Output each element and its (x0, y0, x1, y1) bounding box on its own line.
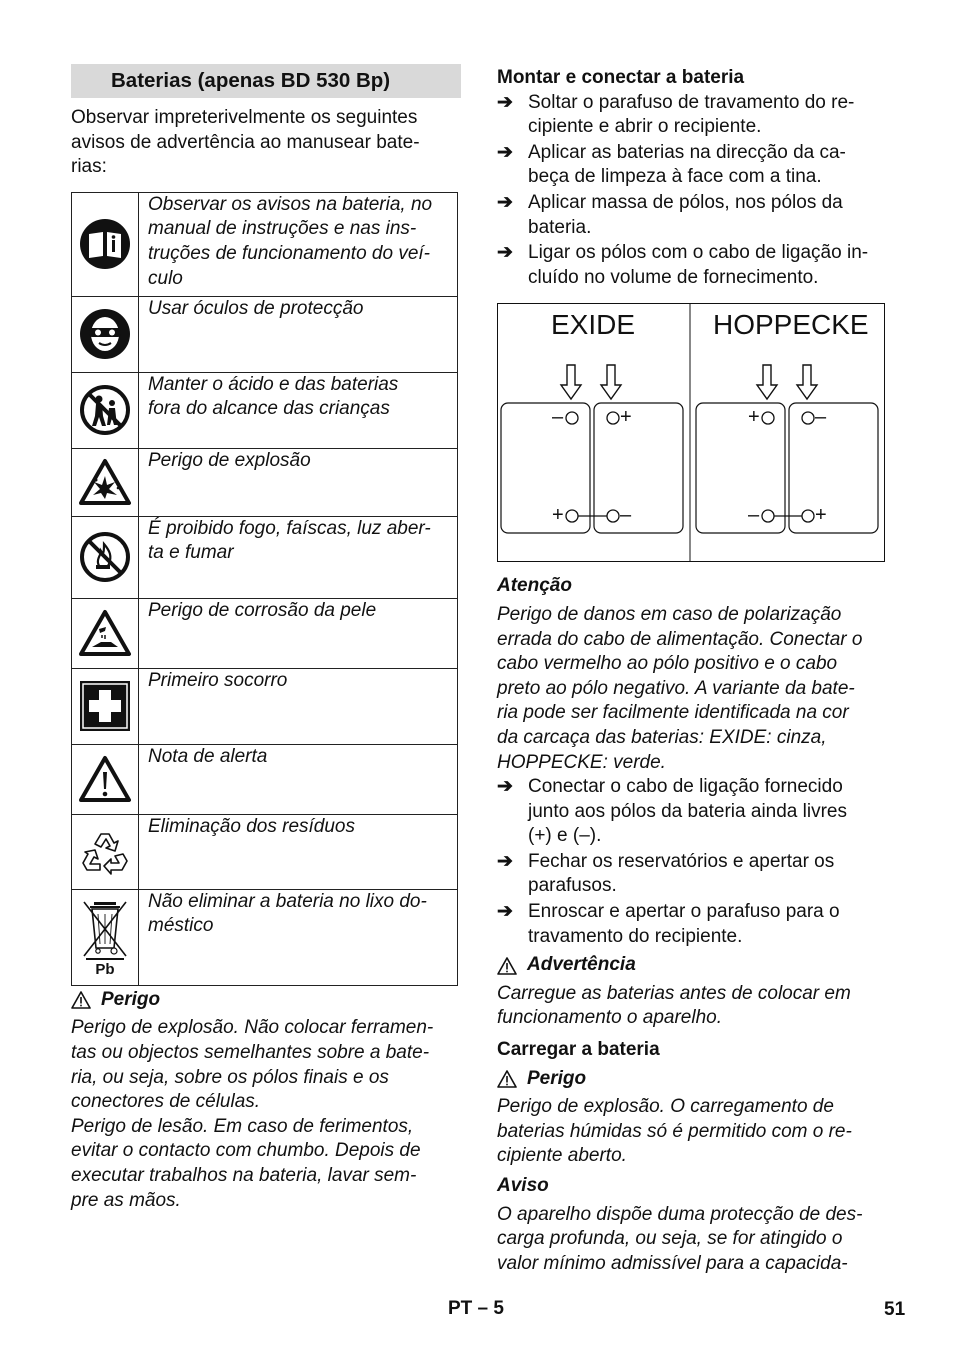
goggles-icon (72, 296, 139, 372)
list-item (497, 241, 889, 290)
text-line: cabo vermelho ao pólo positivo e o cabo (497, 653, 838, 675)
table-row (72, 296, 458, 372)
text-line: Conectar o cabo de ligação fornecido (528, 776, 843, 798)
cell-line: truções de funcionamento do veí- (148, 242, 431, 264)
polarity-sign: + (620, 406, 632, 429)
hoppecke-label: HOPPECKE (713, 309, 869, 341)
polarity-sign: + (552, 504, 564, 527)
cell-line: Eliminação dos resíduos (148, 815, 355, 837)
text-line: Perigo de explosão. Não colocar ferramen- (71, 1017, 434, 1039)
text-line: baterias húmidas só é permitido com o re- (497, 1120, 852, 1142)
text-line: Carregue as baterias antes de colocar em (497, 982, 851, 1004)
cell-line: ta e fumar (148, 542, 234, 564)
polarity-sign: – (748, 504, 760, 527)
arrow-right-icon: ➔ (497, 191, 513, 213)
table-row (72, 448, 458, 516)
charge-danger-heading (497, 1067, 889, 1092)
table-cell-text (139, 296, 458, 372)
warning-symbols-table (71, 192, 458, 986)
keep-away-children-icon (72, 372, 139, 448)
text-line: funcionamento o aparelho. (497, 1007, 722, 1029)
crossed-bin-icon (72, 889, 139, 985)
warning-paragraph (497, 982, 889, 1031)
table-row (72, 192, 458, 296)
warning-triangle-icon (497, 957, 517, 975)
cell-line: Perigo de explosão (148, 449, 311, 471)
table-cell-text (139, 814, 458, 889)
text-line: travamento do recipiente. (528, 925, 743, 947)
text-line: da carcaça das baterias: EXIDE: cinza, (497, 726, 827, 748)
text-line: evitar o contacto com chumbo. Depois de (71, 1140, 421, 1162)
text-line: conectores de células. (71, 1091, 261, 1113)
cell-line: fora do alcance das crianças (148, 398, 390, 420)
table-cell-text (139, 192, 458, 296)
cell-line: manual de instruções e nas ins- (148, 218, 417, 240)
explosion-icon (72, 448, 139, 516)
polarity-sign: – (552, 406, 564, 429)
text-line: O aparelho dispõe duma protecção de des- (497, 1203, 863, 1225)
arrow-right-icon: ➔ (497, 91, 513, 113)
intro-line: rias: (71, 156, 107, 178)
exide-label: EXIDE (551, 309, 636, 341)
text-line: junto aos pólos da bateria ainda livres (528, 800, 847, 822)
text-line: Aplicar massa de pólos, nos pólos da (528, 191, 843, 213)
mount-title: Montar e conectar a bateria (497, 67, 745, 88)
text-line: carga profunda, ou seja, se for atingido o (497, 1228, 843, 1250)
charge-danger-title: Perigo (527, 1067, 587, 1089)
list-item (497, 191, 889, 240)
text-line: Soltar o parafuso de travamento do re- (528, 91, 855, 113)
cell-line: méstico (148, 915, 214, 937)
intro-paragraph (71, 106, 461, 180)
text-line: cipiente e abrir o recipiente. (528, 116, 762, 138)
arrow-right-icon: ➔ (497, 901, 513, 923)
text-line: Perigo de lesão. Em caso de ferimentos, (71, 1115, 414, 1137)
warning-triangle-icon (71, 991, 91, 1009)
left-column (71, 64, 461, 1213)
text-line: Perigo de explosão. O carregamento de (497, 1096, 834, 1118)
warning-icon (72, 744, 139, 814)
cell-line: Usar óculos de protecção (148, 297, 364, 319)
cell-line: Nota de alerta (148, 745, 268, 767)
polarity-sign: – (620, 504, 632, 527)
first-aid-icon (72, 668, 139, 744)
arrow-right-icon: ➔ (497, 850, 513, 872)
section-title: Baterias (apenas BD 530 Bp) (71, 64, 461, 98)
pb-label: Pb (95, 961, 115, 979)
table-cell-text (139, 598, 458, 668)
danger-heading (71, 988, 461, 1013)
danger-title: Perigo (101, 988, 161, 1010)
list-item (497, 900, 889, 949)
table-row (72, 372, 458, 448)
polarity-sign: – (815, 406, 827, 429)
text-line: cluído no volume de fornecimento. (528, 266, 819, 288)
warning-heading (497, 953, 889, 978)
text-line: valor mínimo admissível para a capacida- (497, 1252, 848, 1274)
table-row (72, 744, 458, 814)
cell-line: Manter o ácido e das baterias (148, 373, 399, 395)
text-line: ria, ou seja, sobre os pólos finais e os (71, 1066, 389, 1088)
text-line: preto ao pólo negativo. A variante da bate- (497, 677, 855, 699)
cell-line: Primeiro socorro (148, 669, 288, 691)
table-cell-text (139, 668, 458, 744)
attention-title: Atenção (497, 575, 572, 597)
footer-section-label: PT – 5 (448, 1298, 504, 1319)
warning-title: Advertência (527, 954, 636, 976)
table-cell-text (139, 889, 458, 985)
polarity-sign: + (815, 504, 827, 527)
text-line: Aplicar as baterias na direcção da ca- (528, 141, 846, 163)
warning-triangle-icon (497, 1070, 517, 1088)
list-item (497, 850, 889, 899)
table-row (72, 598, 458, 668)
text-line: beça de limpeza à face com a tina. (528, 166, 822, 188)
cell-line: Observar os avisos na bateria, no (148, 193, 433, 215)
text-line: errada do cabo de alimentação. Conectar o (497, 628, 863, 650)
no-fire-icon (72, 516, 139, 598)
text-line: Perigo de danos em caso de polarização (497, 603, 842, 625)
intro-line: avisos de advertência ao manusear bate- (71, 131, 420, 153)
danger-paragraph (71, 1016, 461, 1213)
text-line: bateria. (528, 216, 592, 238)
arrow-right-icon: ➔ (497, 242, 513, 264)
notice-title: Aviso (497, 1175, 549, 1196)
battery-polarity-diagram (497, 303, 885, 562)
table-row (72, 814, 458, 889)
arrow-right-icon: ➔ (497, 776, 513, 798)
corrosion-icon (72, 598, 139, 668)
notice-paragraph (497, 1203, 889, 1277)
table-cell-text (139, 448, 458, 516)
charge-danger-paragraph (497, 1095, 889, 1169)
text-line: parafusos. (528, 875, 617, 897)
text-line: pre as mãos. (71, 1189, 181, 1211)
arrow-right-icon: ➔ (497, 141, 513, 163)
attention-paragraph (497, 603, 889, 775)
text-line: (+) e (–). (528, 825, 602, 847)
text-line: HOPPECKE: verde. (497, 751, 666, 773)
text-line: tas ou objectos semelhantes sobre a bate- (71, 1041, 430, 1063)
manual-info-icon (72, 192, 139, 296)
table-cell-text (139, 744, 458, 814)
table-row (72, 889, 458, 985)
table-cell-text (139, 372, 458, 448)
text-line: executar trabalhos na bateria, lavar sem- (71, 1164, 417, 1186)
cell-line: Perigo de corrosão da pele (148, 599, 377, 621)
cell-line: Não eliminar a bateria no lixo do- (148, 890, 427, 912)
text-line: Fechar os reservatórios e apertar os (528, 850, 835, 872)
cell-line: culo (148, 267, 183, 289)
charge-title: Carregar a bateria (497, 1039, 660, 1061)
polarity-sign: + (748, 406, 760, 429)
table-row (72, 516, 458, 598)
page-number: 51 (884, 1299, 906, 1320)
table-row (72, 668, 458, 744)
list-item (497, 141, 889, 190)
intro-line: Observar impreterivelmente os seguintes (71, 107, 418, 128)
text-line: Ligar os pólos com o cabo de ligação in- (528, 242, 869, 264)
right-column (497, 64, 889, 1276)
list-item (497, 91, 889, 140)
text-line: cipiente aberto. (497, 1145, 627, 1167)
table-cell-text (139, 516, 458, 598)
list-item (497, 775, 889, 849)
text-line: ria pode ser facilmente identificada na cor (497, 702, 849, 724)
text-line: Enroscar e apertar o parafuso para o (528, 901, 840, 923)
recycle-icon (72, 814, 139, 889)
cell-line: É proibido fogo, faíscas, luz aber- (148, 517, 431, 539)
